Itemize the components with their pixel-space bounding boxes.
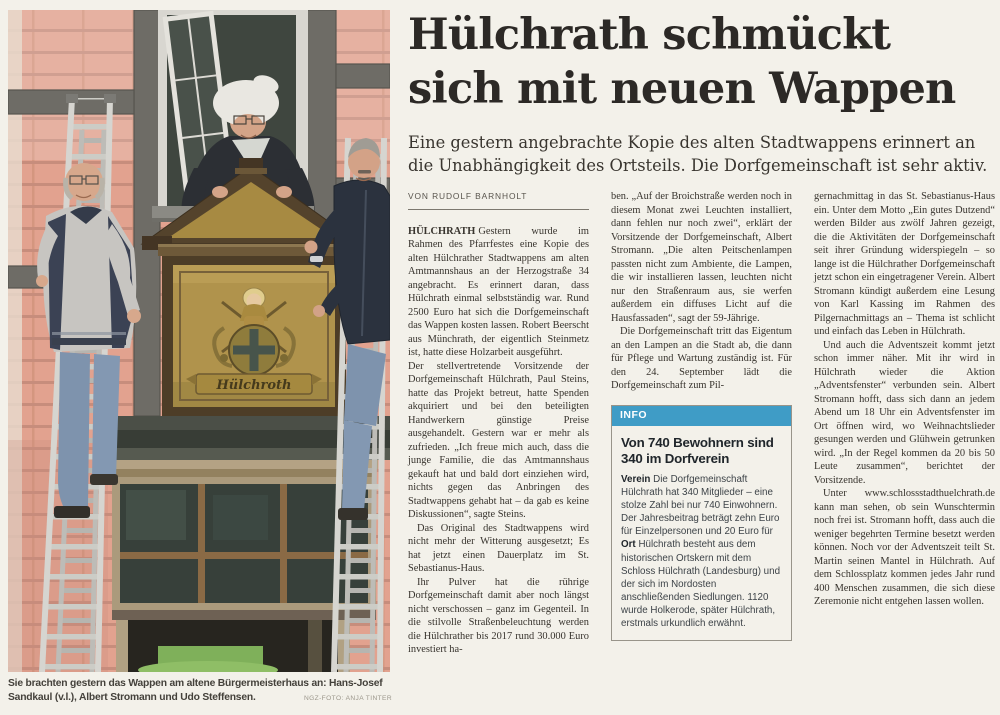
photo-caption [8, 677, 394, 707]
plaque-text: Hülchroth [216, 378, 292, 393]
headline [408, 8, 996, 116]
news-photo [8, 10, 390, 672]
paragraph: Ihr Pulver hat die rührige Dorfgemeinschaft damit aber noch längst nicht verschossen – ganz im Gegenteil. In die stilvolle Straßenbeleuchtung werden die Hülchrather bis 2017 rund 30.000 Euro investiert ha- [408, 576, 589, 655]
headline-line-2: sich mit neuen Wappen [408, 64, 956, 114]
info-lead-ort: Ort [621, 539, 636, 551]
paragraph: Der stellvertretende Vorsitzende der Dorfgemeinschaft Hülchrath, Paul Steins, hatte das Projekt betreut, hatte Spenden akquiriert und bei den beteiligten Handwerkern günstige Preise ausgehandelt. Gestern war er mehr als zufrieden. „Ich freue mich auch, dass die junge Familie, die das Amtmannshaus gekauft hat und bald dort einziehen wird, nichts gegen das Anbringen des Stadtwappens gehabt hat – da gab es keine Diskussionen“, sagte Steins. [408, 360, 589, 520]
info-box-label: INFO [612, 406, 791, 427]
paragraph: Die Dorfgemeinschaft tritt das Eigentum an den Lampen an die Stadt ab, die dann für Pflege und Wartung zuständig ist. Für den 24. September lädt die Dorfgemeinschaft zum Pil- [611, 326, 792, 391]
subhead: Eine gestern angebrachte Kopie des alten Stadtwappens erinnert an die Unabhängigkeit des Ortsteils. Die Dorfgemeinschaft ist sehr aktiv. [408, 133, 988, 175]
hand-on-pediment-right [276, 186, 292, 198]
column-3 [814, 190, 995, 657]
paragraph: Das Original des Stadtwappens wird nicht mehr der Witterung ausgesetzt; Es hat jetzt einen Dauerplatz im St. Sebastianus-Haus. [408, 522, 589, 574]
paragraph: ben. „Auf der Broichstraße werden noch in diesem Monat zwei Leuchten installiert, dann fehlen nur noch zwei“, erklärt der Vorsitzende der Dorfgemeinschaft, Albert Stromann. „Die alten Peitschenlampen passten nicht zum Ambiente, die Lampen, die wir installieren lassen, leuchten nicht nur den Straßenraum aus, sie werfen außerdem ein diffuses Licht auf die Hausfassaden“, sagt der 59-Jährige. [611, 191, 792, 324]
info-box-title: Von 740 Bewohnern sind 340 im Dorfverein [621, 435, 774, 466]
headline-line-1: Hülchrath schmückt [408, 10, 891, 60]
article-columns [408, 190, 996, 657]
info-box-body [621, 473, 782, 630]
hand-on-pediment-left [212, 186, 228, 198]
caption-text: Sie brachten gestern das Wappen am altene Bürgermeisterhaus an: Hans-Josef Sandkaul (v.l.), Albert Stromann und Udo Steffensen. [8, 678, 383, 703]
paragraph: gernachmittag in das St. Sebastianus-Haus ein. Unter dem Motto „Ein gutes Dutzend“ werden Bilder aus zwölf Jahren gezeigt, die die Aktivitäten der Dorfgemeinschaft seit ihrer Gründung widerspiegeln – so lange ist die Hülchrather Dorfgemeinschaft jetzt schon ein eingetragener Verein. Albert Stromann kündigt außerdem eine Lesung von Karl Kassing im Rahmen des Pilgernachmittags an – Thema ist schlicht und einfach das Leben in Hülchrath. [814, 191, 995, 337]
info-lead-verein: Verein [621, 474, 651, 485]
paragraph: Und auch die Adventszeit kommt jetzt schon immer näher. Mit ihr wird in Hülchrath wieder die Aktion „Adventsfenster“ verbunden sein. Albert Stromann hofft, dass sich dann an jedem Abend um 18 Uhr ein Adventsfenster im Ort öffnen wird, wo Weihnachtslieder gesungen werden und Glühwein getrunken wird. „In der Regel kommen da 20 bis 50 Leute zusammen“, berichtet der Vorsitzende. [814, 339, 995, 486]
photo-illustration [8, 10, 390, 672]
paragraph-text: Gestern wurde im Rahmen des Pfarrfestes eine Kopie des alten Hülchrather Stadtwappens am alten Amtmannshaus an der Herzogstraße 34 angebracht. Es erinnert daran, dass Hülchrath einmal selbstständig war. Rund 2500 Euro hat sich die Dorfgemeinschaft das Wappen kosten lassen. Robert Beerscht aus Münchrath, der eigentlich Steinmetz ist, hatte diese Holzarbeit ausgeführt. [408, 225, 589, 358]
byline: VON RUDOLF BARNHOLT [408, 190, 589, 210]
name-banner [186, 374, 322, 394]
paragraph [408, 225, 589, 360]
photo-credit: NGZ-FOTO: ANJA TINTER [303, 695, 392, 702]
column-1 [408, 190, 589, 657]
info-text-verein: Die Dorfgemeinschaft Hülchrath hat 340 Mitglieder – eine stolze Zahl bei nur 740 Einwohnern. Der Jahresbeitrag beträgt zehn Euro für Einzelpersonen und 20 Euro für [621, 474, 780, 538]
info-text-ort: Hülchrath besteht aus dem historischen Ortskern mit dem Schloss Hülchrath (Landesburg) und der sich im Nordosten anschließenden Siedlungen. 1120 wurde Holkerode, später Hülchrath, erstmals urkundlich erwähnt. [621, 539, 781, 630]
article [408, 8, 996, 657]
dateline: HÜLCHRATH [408, 225, 476, 237]
info-box [611, 405, 792, 642]
paragraph: Unter www.schlossstadthuelchrath.de kann man sehen, ob sein Wunschtermin noch frei ist. Stromann hofft, dass auch die weniger begehrten Termine besetzt werden können. Noch vor der Adventszeit teilt St. Martin seinen Mantel in Hülchrath. Auf dem Schlossplatz kommen jedes Jahr rund 400 Menschen zusammen, die sich diese Zeremonie nicht entgehen lassen wollen. [814, 488, 995, 607]
column-2 [611, 190, 792, 657]
